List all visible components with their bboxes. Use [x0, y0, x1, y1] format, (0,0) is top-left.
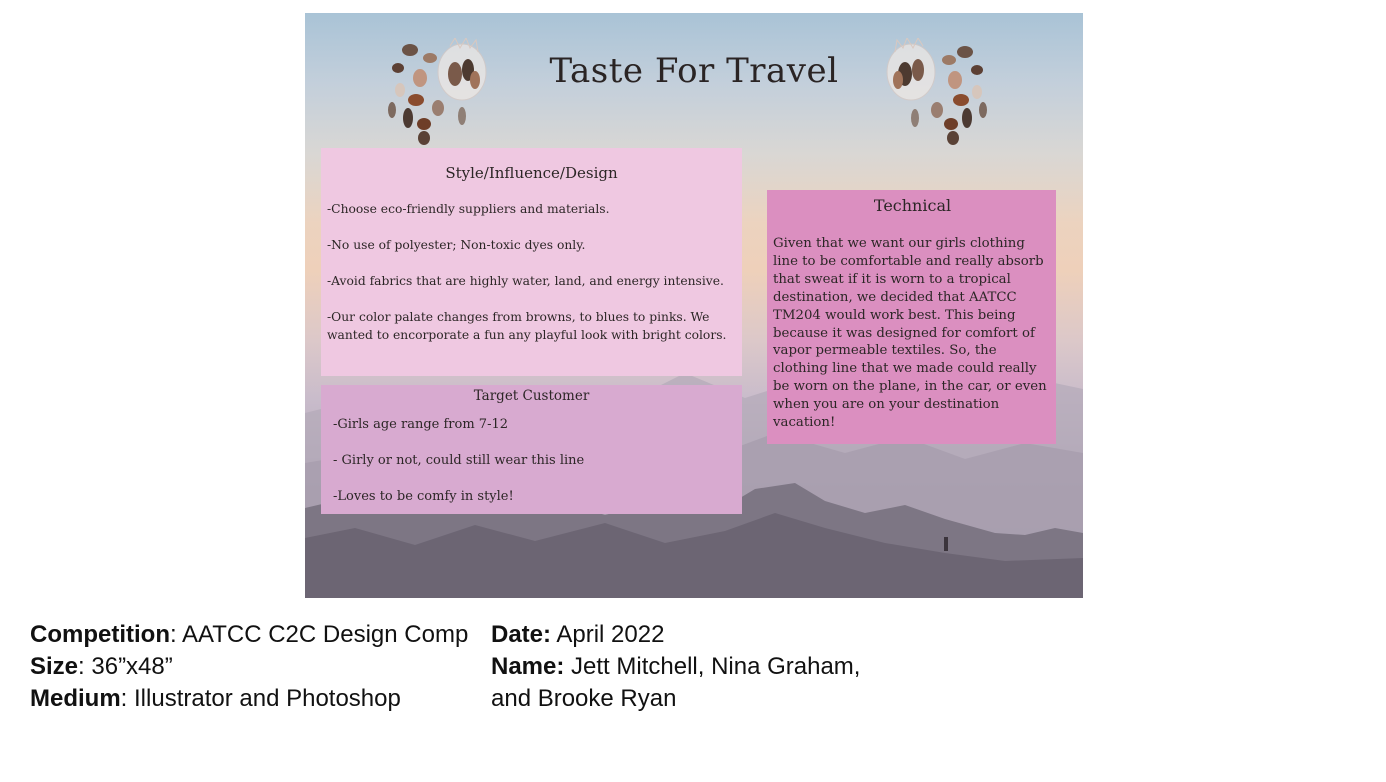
name-row-continued [491, 683, 860, 715]
competition-label: Competition [30, 621, 170, 648]
size-label: Size [30, 653, 79, 680]
size-row [30, 651, 468, 683]
panel-heading: Style/Influence/Design [445, 164, 618, 182]
list-item: -Choose eco-friendly suppliers and materials. [327, 202, 610, 216]
poster-title: Taste For Travel [549, 51, 839, 91]
panel-heading: Technical [873, 196, 952, 215]
name-value-line2: and Brooke Ryan [491, 685, 677, 712]
medium-row [30, 683, 468, 715]
list-item: -Loves to be comfy in style! [333, 489, 514, 504]
style-influence-panel [321, 148, 742, 376]
hiker-figure [944, 537, 948, 551]
date-value: April 2022 [551, 621, 665, 648]
date-label: Date: [491, 621, 552, 648]
size-value: : 36”x48” [78, 653, 173, 680]
medium-value: : Illustrator and Photoshop [120, 685, 401, 712]
list-item: -No use of polyester; Non-toxic dyes only. [327, 238, 586, 252]
list-item: -Avoid fabrics that are highly water, land, and energy intensive. [327, 274, 724, 288]
list-item: - Girly or not, could still wear this line [333, 453, 585, 468]
panel-heading: Target Customer [473, 388, 590, 404]
caption-left [30, 619, 468, 715]
date-row [491, 619, 860, 651]
name-value: Jett Mitchell, Nina Graham, [564, 653, 861, 680]
technical-body: Given that we want our girls clothing line to be comfortable and really absorb that sweat if it is worn to a tropical destination, we decided that AATCC TM204 would work best. This being because it was designed for comfort of vapor permeable textiles. So, the clothing line that we made could really be worn on the plane, in the car, or even when you are on your destination vacation! [773, 236, 1047, 431]
medium-label: Medium [30, 685, 121, 712]
target-customer-panel [321, 385, 742, 514]
competition-value: : AATCC C2C Design Comp [169, 621, 469, 648]
list-item: -Girls age range from 7-12 [333, 417, 509, 432]
technical-panel [767, 190, 1056, 444]
name-row [491, 651, 860, 683]
caption-right [491, 619, 860, 715]
competition-row [30, 619, 468, 651]
name-label: Name: [491, 653, 565, 680]
poster [305, 13, 1083, 598]
list-item: -Our color palate changes from browns, to blues to pinks. We wanted to encorporate a fun any playful look with bright colors. [327, 310, 727, 342]
